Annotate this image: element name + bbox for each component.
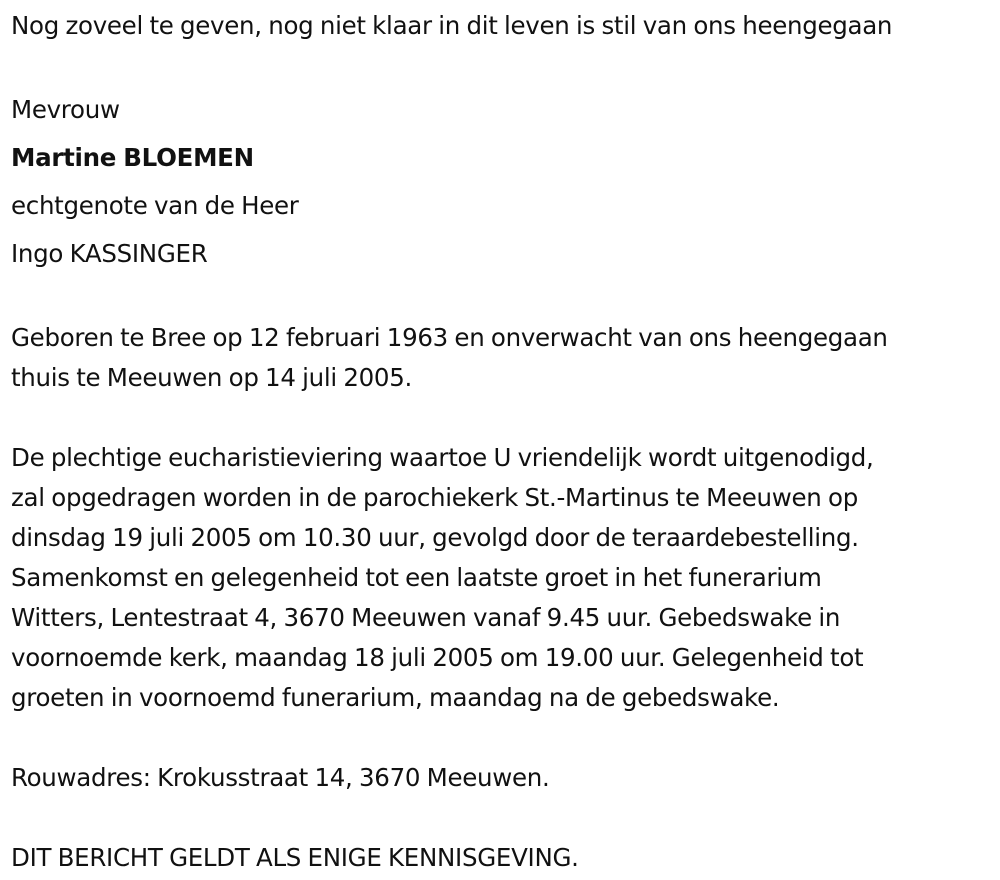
deceased-name: Martine BLOEMEN (11, 143, 254, 172)
opening-line: Nog zoveel te geven, nog niet klaar in dit leven is stil van ons heengegaan (11, 11, 893, 40)
salutation: Mevrouw (11, 95, 120, 124)
notice-statement-paragraph (11, 838, 996, 878)
ceremony-paragraph (11, 438, 996, 718)
mourning-address: Rouwadres: Krokusstraat 14, 3670 Meeuwen. (11, 763, 550, 792)
paragraph-line: Samenkomst en gelegenheid tot een laatste groet in het funerarium (11, 563, 822, 592)
notice-statement: DIT BERICHT GELDT ALS ENIGE KENNISGEVING. (11, 843, 579, 872)
birth-death-paragraph (11, 318, 996, 398)
paragraph-line: thuis te Meeuwen op 14 juli 2005. (11, 363, 412, 392)
paragraph-line: De plechtige eucharistieviering waartoe U vriendelijk wordt uitgenodigd, (11, 443, 874, 472)
paragraph-line: Geboren te Bree op 12 februari 1963 en onverwacht van ons heengegaan (11, 323, 888, 352)
paragraph-line: dinsdag 19 juli 2005 om 10.30 uur, gevolgd door de teraardebestelling. (11, 523, 859, 552)
relation-label: echtgenote van de Heer (11, 191, 299, 220)
paragraph-line: voornoemde kerk, maandag 18 juli 2005 om 19.00 uur. Gelegenheid tot (11, 643, 864, 672)
paragraph-line: zal opgedragen worden in de parochiekerk St.-Martinus te Meeuwen op (11, 483, 858, 512)
mourning-address-paragraph (11, 758, 996, 798)
name-block (11, 86, 996, 278)
obituary-notice (11, 6, 996, 878)
paragraph-line: Witters, Lentestraat 4, 3670 Meeuwen vanaf 9.45 uur. Gebedswake in (11, 603, 841, 632)
spouse-name: Ingo KASSINGER (11, 239, 208, 268)
paragraph-line: groeten in voornoemd funerarium, maandag na de gebedswake. (11, 683, 780, 712)
